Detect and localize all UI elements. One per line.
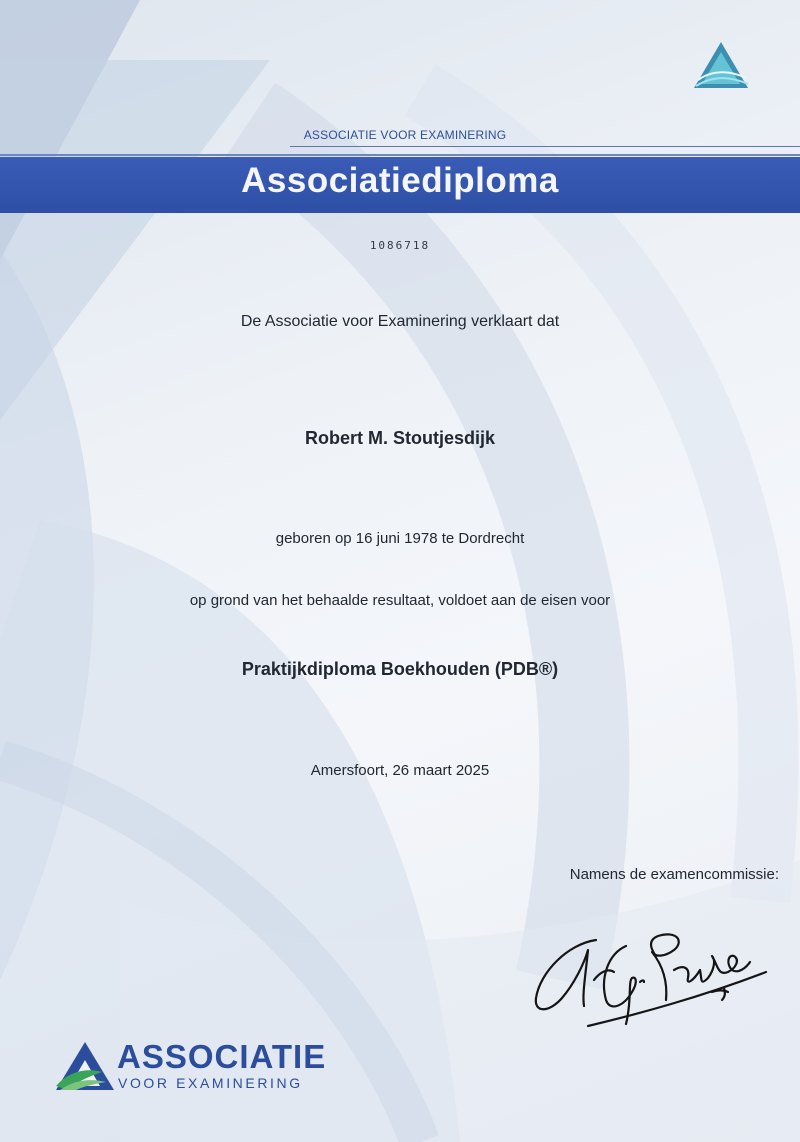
committee-line: Namens de examencommissie: bbox=[569, 866, 779, 883]
grounds-statement: op grond van het behaalde resultaat, voldoet aan de eisen voor bbox=[189, 592, 611, 609]
handwritten-signature bbox=[528, 920, 778, 1040]
intro-statement: De Associatie voor Examinering verklaart dat bbox=[240, 313, 560, 330]
program-name: Praktijkdiploma Boekhouden (PDB®) bbox=[241, 659, 559, 679]
header-rule bbox=[290, 146, 800, 147]
org-header-text: ASSOCIATIE VOOR EXAMINERING bbox=[303, 128, 507, 142]
logo-wordmark: ASSOCIATIE bbox=[117, 1038, 327, 1075]
title-band-accent bbox=[0, 154, 800, 156]
certificate-number: 1086718 bbox=[369, 239, 431, 252]
place-and-date: Amersfoort, 26 maart 2025 bbox=[310, 762, 490, 779]
diploma-title: Associatiediploma bbox=[241, 161, 559, 200]
logo-subtitle: VOOR EXAMINERING bbox=[118, 1075, 303, 1091]
holder-name: Robert M. Stoutjesdijk bbox=[304, 428, 495, 448]
hologram-seal-icon bbox=[692, 40, 750, 90]
birth-details: geboren op 16 juni 1978 te Dordrecht bbox=[275, 530, 525, 547]
associatie-logo-icon bbox=[54, 1040, 116, 1092]
